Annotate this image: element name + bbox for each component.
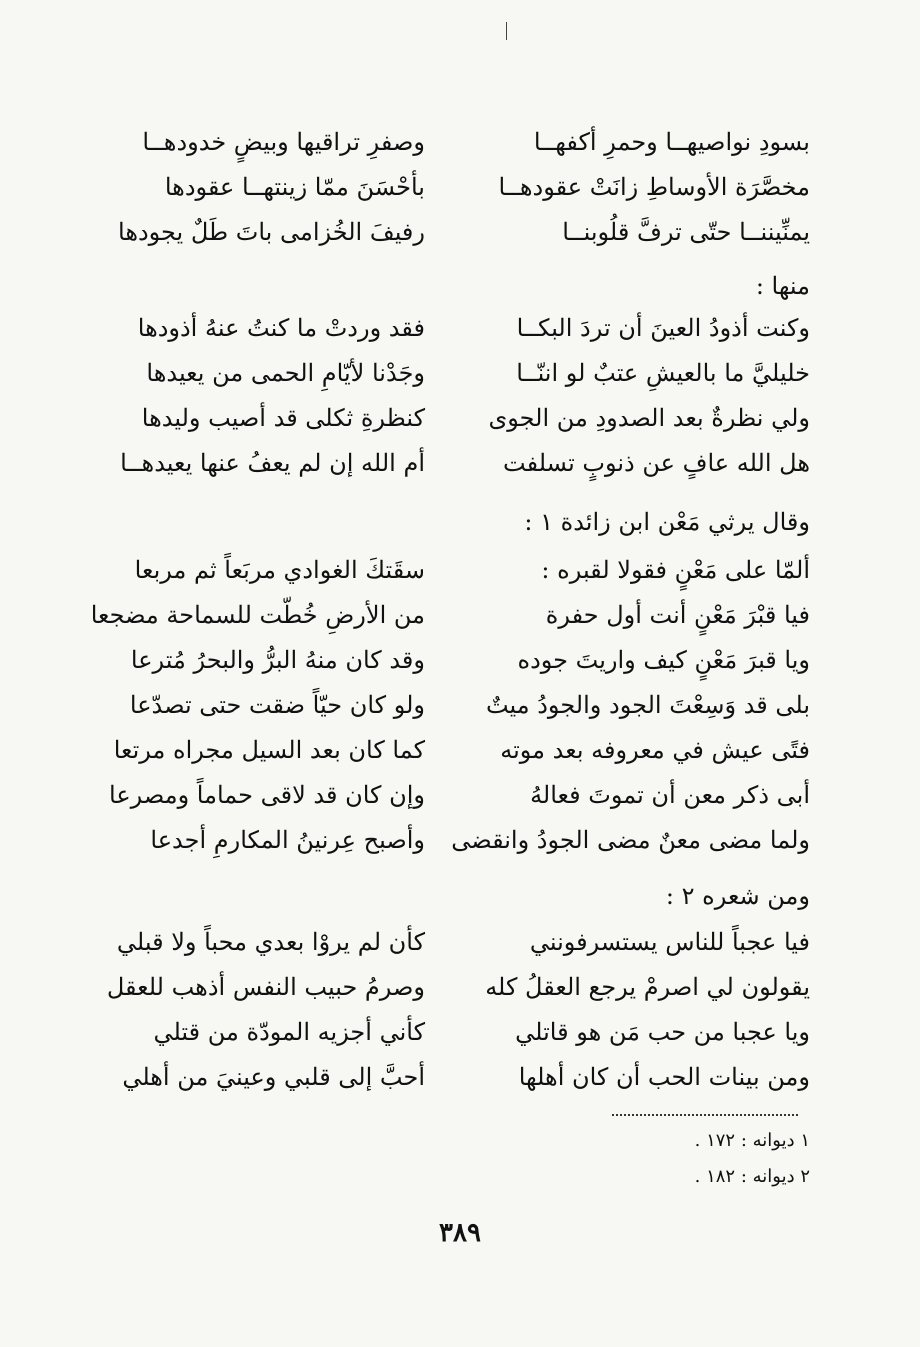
verse-line xyxy=(110,441,810,486)
verse-second-hemistich: كما كان بعد السيل مجراه مرتعا xyxy=(113,736,425,764)
section-heading: منها : xyxy=(755,272,810,300)
verse-first-hemistich: مخصَّرَة الأوساطِ زانَتْ عقودهــا xyxy=(498,173,810,201)
verse-second-hemistich: وأصبح عِرنينُ المكارمِ أجدعا xyxy=(150,826,425,854)
verse-second-hemistich: سقَتكَ الغوادي مربَعاً ثم مربعا xyxy=(134,556,425,584)
poem-stanza-2 xyxy=(110,306,810,486)
poem-stanza-1 xyxy=(110,120,810,255)
verse-first-hemistich: ولما مضى معنٌ مضى الجودُ وانقضى xyxy=(451,826,810,854)
verse-second-hemistich: وصرمُ حبيب النفس أذهب للعقل xyxy=(106,973,425,1001)
verse-first-hemistich: بلى قد وَسِعْتَ الجود والجودُ ميتٌ xyxy=(485,691,810,719)
verse-first-hemistich: هل الله عافٍ عن ذنوبٍ تسلفت xyxy=(503,449,810,477)
verse-line xyxy=(110,210,810,255)
verse-line xyxy=(110,548,810,593)
verse-first-hemistich: فيا عجباً للناس يستسرفونني xyxy=(529,928,810,956)
verse-line xyxy=(110,920,810,965)
section-heading: وقال يرثي مَعْن ابن زائدة ١ : xyxy=(524,508,810,536)
page-number: ٣٨٩ xyxy=(439,1218,481,1248)
verse-first-hemistich: يقولون لي اصرمْ يرجع العقلُ كله xyxy=(485,973,810,1001)
verse-second-hemistich: من الأرضِ خُطّت للسماحة مضجعا xyxy=(90,601,425,629)
verse-line xyxy=(110,638,810,683)
verse-second-hemistich: فقد وردتْ ما كنتُ عنهُ أذودها xyxy=(137,314,425,342)
verse-line xyxy=(110,1055,810,1100)
verse-second-hemistich: رفيفَ الخُزامى باتَ طَلٌ يجودها xyxy=(118,218,425,246)
verse-first-hemistich: فتًى عيش في معروفه بعد موته xyxy=(500,736,810,764)
verse-second-hemistich: أم الله إن لم يعفُ عنها يعيدهــا xyxy=(120,449,425,477)
verse-line xyxy=(110,683,810,728)
verse-first-hemistich: ويا عجبا من حب مَن هو قاتلي xyxy=(515,1018,810,1046)
verse-first-hemistich: ويا قبرَ مَعْنٍ كيف واريتَ جوده xyxy=(517,646,810,674)
poem-stanza-4 xyxy=(106,920,810,1100)
verse-second-hemistich: وصفرِ تراقيها وبيضٍ خدودهــا xyxy=(142,128,425,156)
verse-second-hemistich: كأن لم يروْا بعدي محباً ولا قبلي xyxy=(116,928,425,956)
verse-first-hemistich: فيا قبْرَ مَعْنٍ أنت أول حفرة xyxy=(545,601,810,629)
verse-line xyxy=(90,593,810,638)
verse-line xyxy=(110,728,810,773)
verse-line xyxy=(110,306,810,351)
verse-first-hemistich: يمنِّيننــا حتّى ترفَّ قلُوبنــا xyxy=(562,218,810,246)
verse-second-hemistich: وقد كان منهُ البرُّ والبحرُ مُترعا xyxy=(130,646,425,674)
verse-second-hemistich: وإن كان قد لاقى حماماً ومصرعا xyxy=(109,781,425,809)
verse-first-hemistich: خليليَّ ما بالعيشِ عتبٌ لو اننّــا xyxy=(516,359,810,387)
verse-line xyxy=(110,396,810,441)
verse-first-hemistich: أبى ذكر معن أن تموتَ فعالهُ xyxy=(530,781,810,809)
verse-first-hemistich: ومن بينات الحب أن كان أهلها xyxy=(518,1063,810,1091)
verse-second-hemistich: وجَدْنا لأيّامِ الحمى من يعيدها xyxy=(146,359,425,387)
page-mark xyxy=(506,22,507,40)
footnote-2: ٢ ديوانه : ١٨٢ . xyxy=(694,1166,810,1187)
verse-first-hemistich: ألمّا على مَعْنٍ فقولا لقبره : xyxy=(541,556,810,584)
verse-first-hemistich: وكنت أذودُ العينَ أن تردَ البكــا xyxy=(516,314,810,342)
verse-first-hemistich: ولي نظرةٌ بعد الصدودِ من الجوى xyxy=(488,404,810,432)
verse-first-hemistich: بسودِ نواصيهــا وحمرِ أكفهــا xyxy=(533,128,810,156)
verse-second-hemistich: كأني أجزيه المودّة من قتلي xyxy=(153,1018,425,1046)
poem-stanza-3 xyxy=(90,548,810,863)
verse-line xyxy=(110,818,810,863)
verse-line xyxy=(110,773,810,818)
verse-second-hemistich: كنظرةِ ثكلى قد أصيب وليدها xyxy=(141,404,425,432)
verse-line xyxy=(110,165,810,210)
section-heading: ومن شعره ٢ : xyxy=(665,882,810,910)
verse-line xyxy=(110,351,810,396)
footnote-divider xyxy=(612,1114,798,1116)
verse-second-hemistich: ولو كان حيّاً ضقت حتى تصدّعا xyxy=(129,691,425,719)
verse-line xyxy=(110,1010,810,1055)
verse-line xyxy=(106,965,810,1010)
footnote-1: ١ ديوانه : ١٧٢ . xyxy=(694,1130,810,1151)
verse-second-hemistich: بأحْسَنَ ممّا زينتهــا عقودها xyxy=(164,173,425,201)
verse-second-hemistich: أحبَّ إلى قلبي وعينيَ من أهلي xyxy=(122,1063,425,1091)
verse-line xyxy=(110,120,810,165)
